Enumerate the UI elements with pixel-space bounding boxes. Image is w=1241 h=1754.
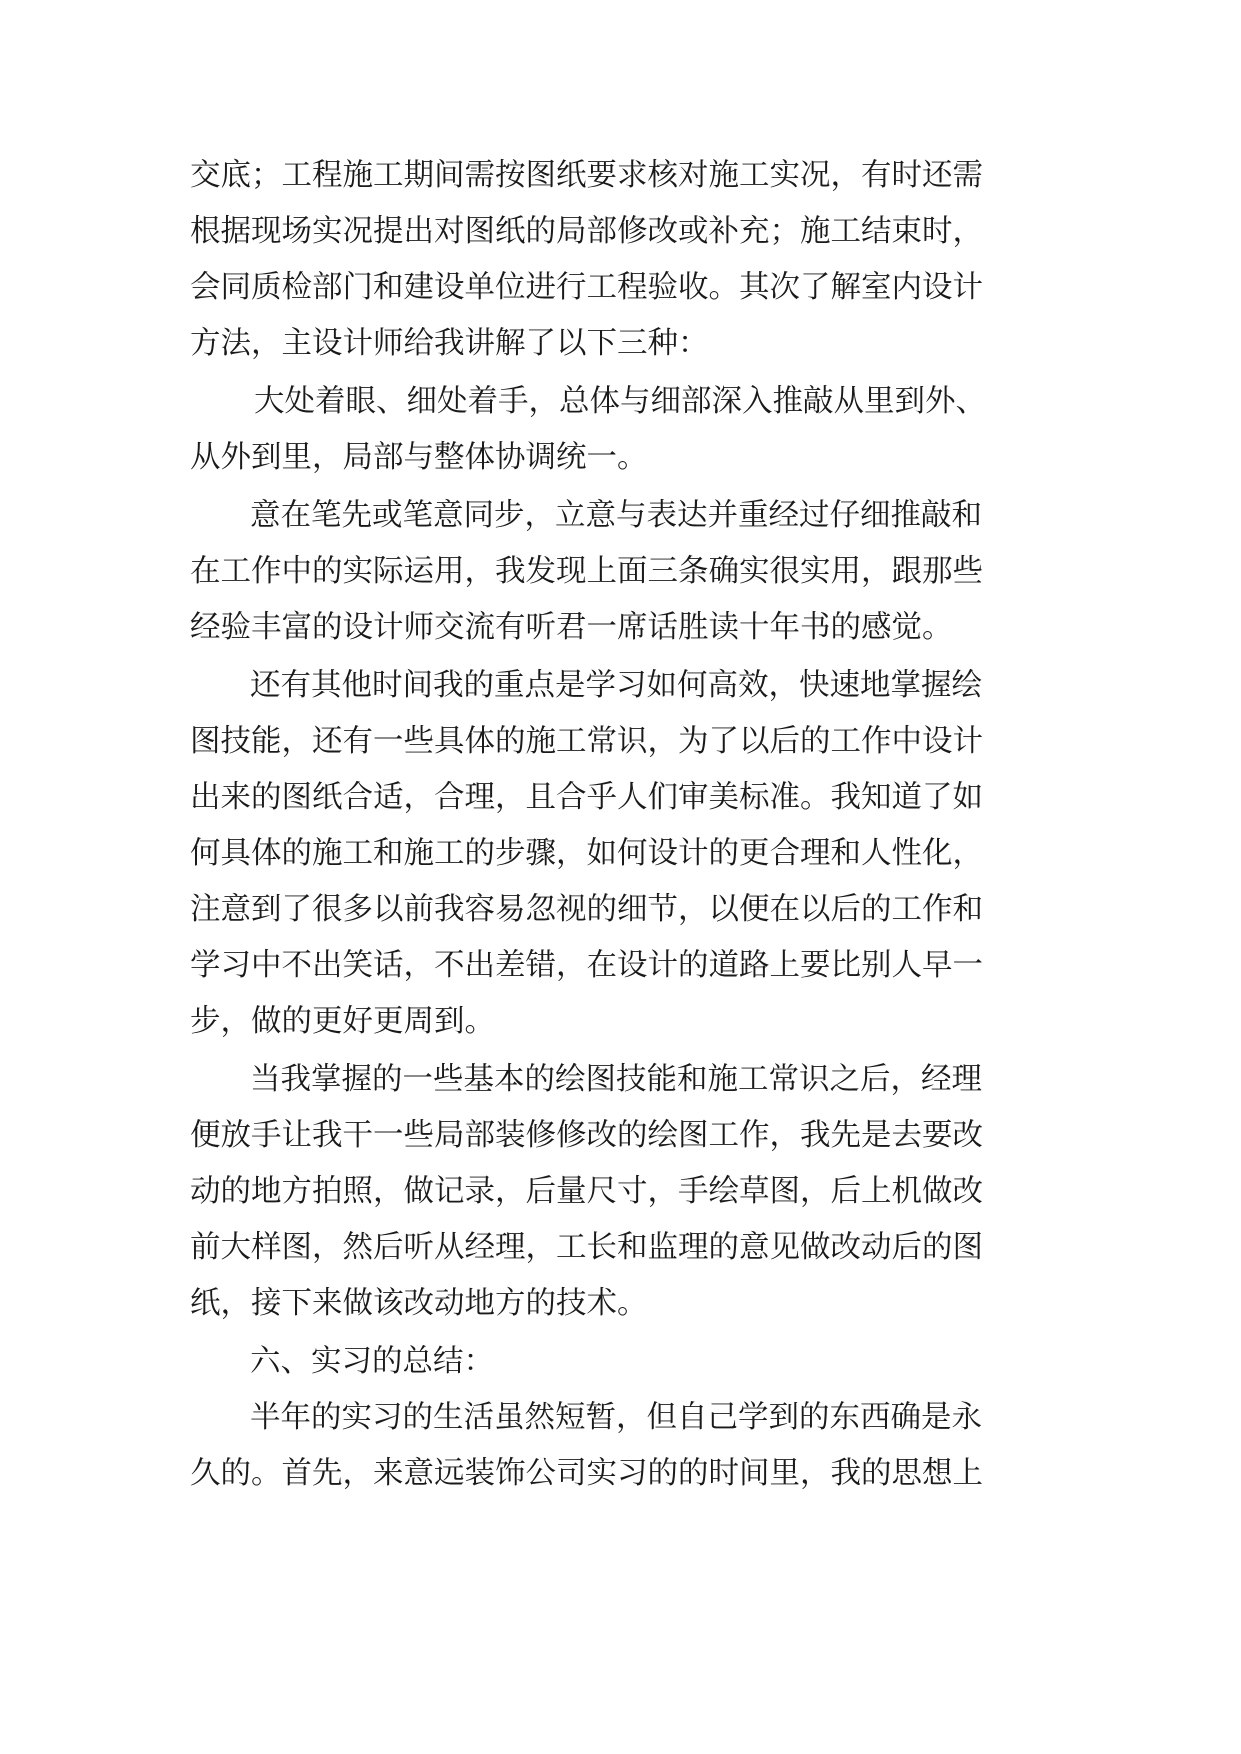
text-line: 经验丰富的设计师交流有听君一席话胜读十年书的感觉。 (190, 610, 953, 645)
text-line: 图技能，还有一些具体的施工常识，为了以后的工作中设计 (190, 724, 983, 759)
text-line: 交底；工程施工期间需按图纸要求核对施工实况，有时还需 (190, 158, 983, 193)
text-line: 当我掌握的一些基本的绘图技能和施工常识之后，经理 (250, 1062, 982, 1097)
text-line: 方法，主设计师给我讲解了以下三种： (190, 326, 709, 361)
text-line: 半年的实习的生活虽然短暂，但自己学到的东西确是永 (250, 1400, 982, 1435)
section-heading: 六、实习的总结： (250, 1344, 494, 1379)
text-line: 意在笔先或笔意同步，立意与表达并重经过仔细推敲和 (250, 498, 982, 533)
text-line: 在工作中的实际运用，我发现上面三条确实很实用，跟那些 (190, 554, 983, 589)
text-line: 还有其他时间我的重点是学习如何高效，快速地掌握绘 (250, 668, 982, 703)
text-line: 会同质检部门和建设单位进行工程验收。其次了解室内设计 (190, 270, 983, 305)
text-line: 步，做的更好更周到。 (190, 1004, 495, 1039)
text-line: 大处着眼、细处着手，总体与细部深入推敲从里到外、 (254, 384, 986, 419)
text-line: 学习中不出笑话，不出差错，在设计的道路上要比别人早一 (190, 948, 983, 983)
text-line: 动的地方拍照，做记录，后量尺寸，手绘草图，后上机做改 (190, 1174, 983, 1209)
text-line: 根据现场实况提出对图纸的局部修改或补充；施工结束时， (190, 214, 983, 249)
text-line: 注意到了很多以前我容易忽视的细节，以便在以后的工作和 (190, 892, 983, 927)
text-line: 便放手让我干一些局部装修修改的绘图工作，我先是去要改 (190, 1118, 983, 1153)
text-line: 出来的图纸合适，合理，且合乎人们审美标准。我知道了如 (190, 780, 983, 815)
text-line: 久的。首先，来意远装饰公司实习的的时间里，我的思想上 (190, 1456, 983, 1491)
text-line: 何具体的施工和施工的步骤，如何设计的更合理和人性化， (190, 836, 983, 871)
text-line: 从外到里，局部与整体协调统一。 (190, 440, 648, 475)
text-line: 前大样图，然后听从经理，工长和监理的意见做改动后的图 (190, 1230, 983, 1265)
text-line: 纸，接下来做该改动地方的技术。 (190, 1286, 648, 1321)
